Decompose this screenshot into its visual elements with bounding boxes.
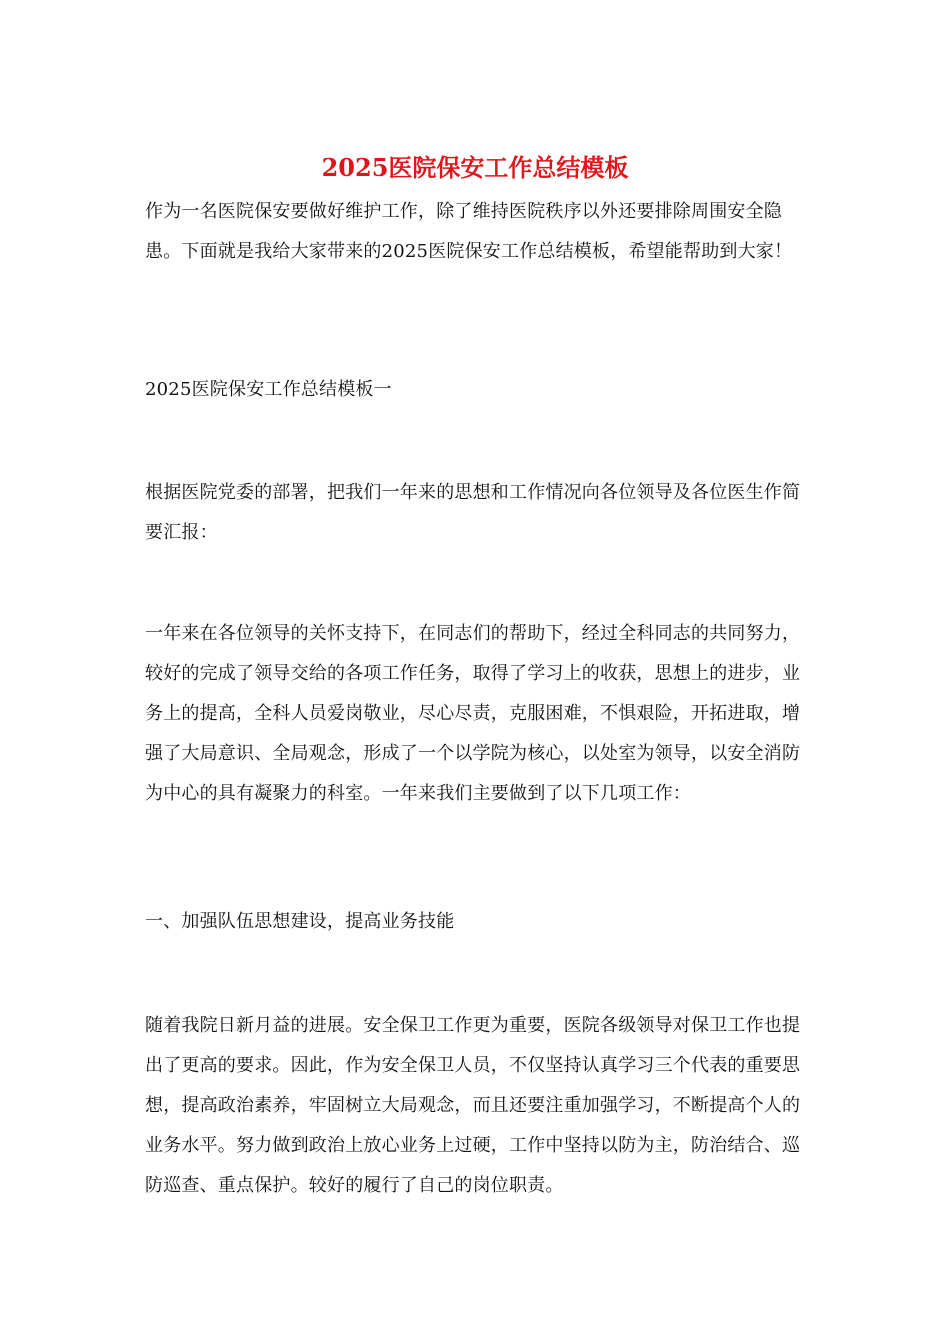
section-subtitle: 2025医院保安工作总结模板一: [145, 379, 392, 400]
document-title: 2025医院保安工作总结模板: [321, 153, 629, 182]
body-paragraph-1: 根据医院党委的部署，把我们一年来的思想和工作情况向各位领导及各位医生作简要汇报：: [145, 482, 801, 543]
intro-paragraph: 作为一名医院保安要做好维护工作，除了维持医院秩序以外还要排除周围安全隐患。下面就是我给大家带来的2025医院保安工作总结模板，希望能帮助到大家！: [145, 201, 793, 262]
body-paragraph-3: 随着我院日新月益的进展。安全保卫工作更为重要，医院各级领导对保卫工作也提出了更高的要求。因此，作为安全保卫人员，不仅坚持认真学习三个代表的重要思想，提高政治素养，牢固树立大局观念，而且还要注重加强学习，不断提高个人的业务水平。努力做到政治上放心业务上过硬，工作中坚持以防为主，防治结合、巡防巡查、重点保护。较好的履行了自己的岗位职责。: [145, 1015, 801, 1196]
section-heading-1: 一、加强队伍思想建设，提高业务技能: [145, 911, 455, 932]
body-paragraph-2: 一年来在各位领导的关怀支持下，在同志们的帮助下，经过全科同志的共同努力，较好的完成了领导交给的各项工作任务，取得了学习上的收获，思想上的进步，业务上的提高，全科人员爱岗敬业，尽心尽责，克服困难，不惧艰险，开拓进取，增强了大局意识、全局观念，形成了一个以学院为核心，以处室为领导，以安全消防为中心的具有凝聚力的科室。一年来我们主要做到了以下几项工作：: [145, 623, 801, 804]
